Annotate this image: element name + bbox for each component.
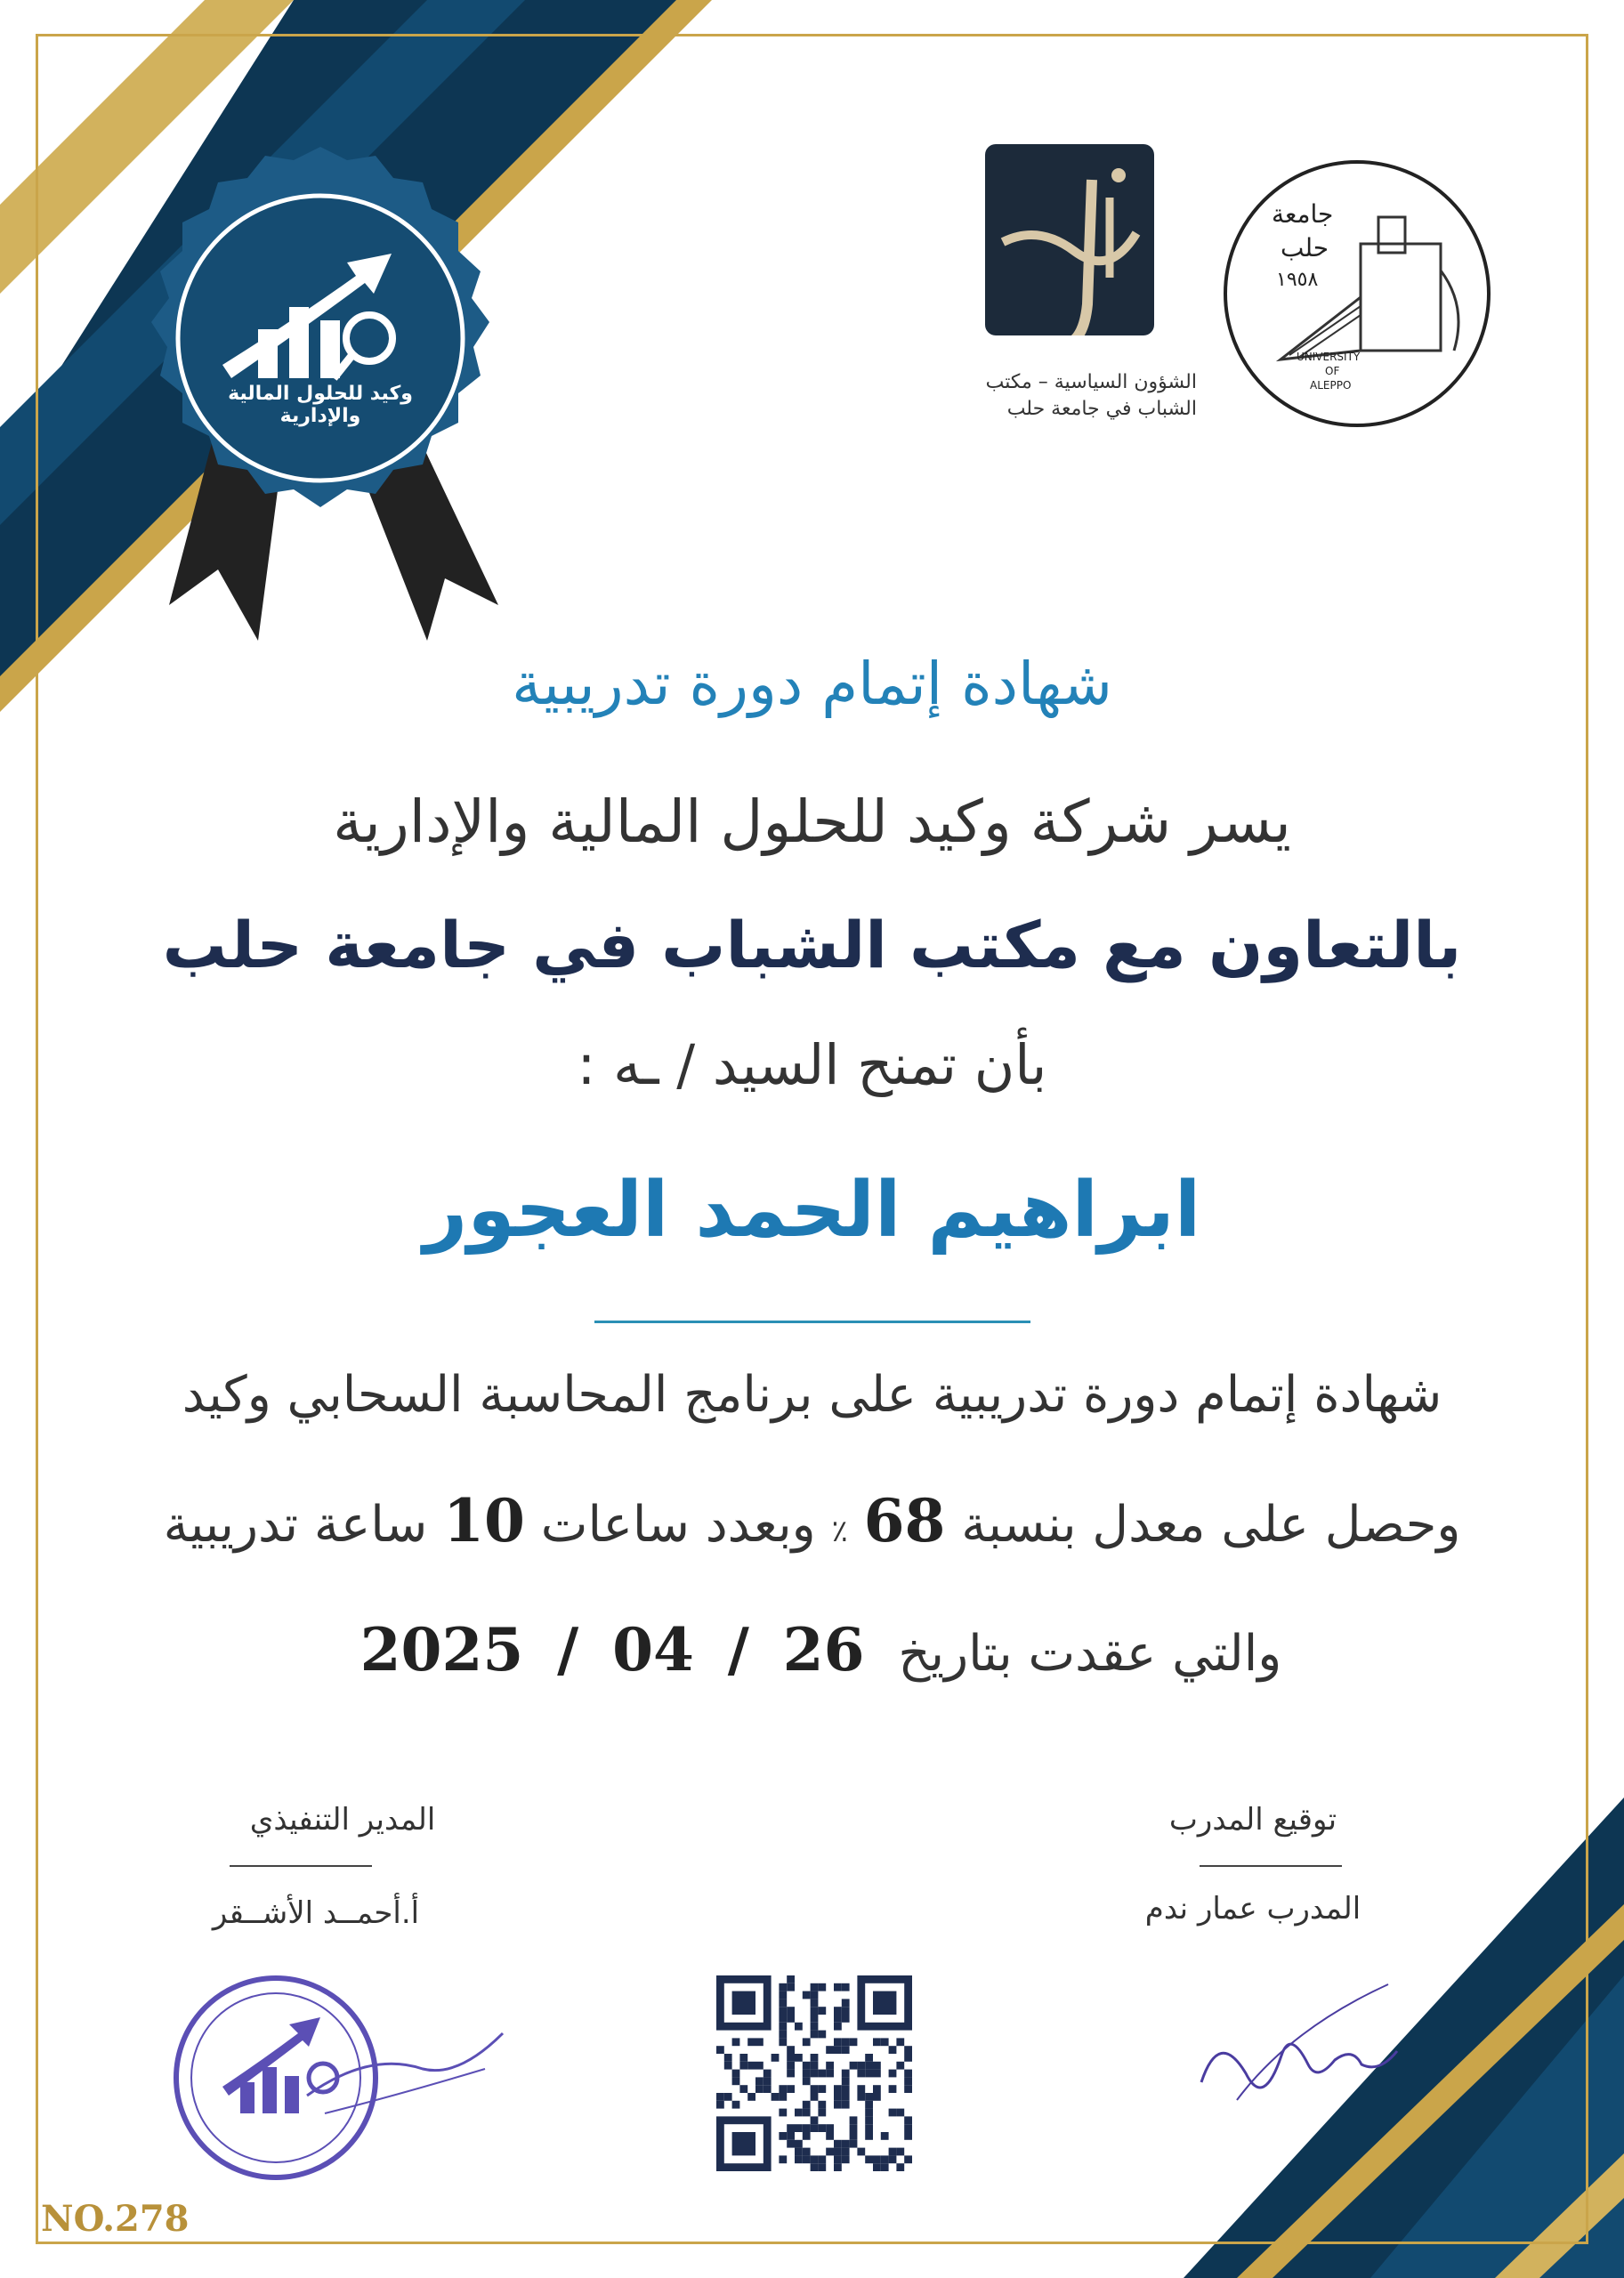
date-line	[0, 1615, 1624, 1684]
youth-office-logo	[985, 144, 1154, 335]
badge-org-text: وكيد للحلول المالية والإدارية	[228, 383, 413, 427]
date-separator-1: /	[727, 1615, 749, 1684]
executive-name: أ.أحمــد الأشــقر	[212, 1895, 420, 1931]
grade-value: 68	[863, 1486, 946, 1555]
executive-signature-title: المدير التنفيذي	[249, 1802, 436, 1838]
grade-unit: ٪	[831, 1514, 848, 1549]
date-year: 2025	[360, 1615, 524, 1684]
university-name-ar-1: جامعة	[1272, 199, 1334, 229]
hours-prefix: وبعدد ساعات	[540, 1496, 816, 1554]
trainer-name: المدرب عمار ندم	[1144, 1891, 1361, 1927]
serial-number: NO.278	[41, 2198, 190, 2240]
executive-signature-line	[230, 1865, 372, 1867]
grade-hours-line	[0, 1486, 1624, 1555]
course-line: شهادة إتمام دورة تدريبية على برنامج المحاسبة السحابي وكيد	[182, 1366, 1442, 1424]
name-underline	[594, 1321, 1030, 1323]
university-seal	[1224, 160, 1491, 427]
citadel-drawing-icon	[1227, 164, 1487, 424]
date-prefix: والتي عقدت بتاريخ	[898, 1625, 1282, 1683]
youth-office-caption-2: الشباب في جامعة حلب	[1006, 398, 1197, 420]
university-name-en-1: UNIVERSITY	[1297, 351, 1361, 363]
university-year: ١٩٥٨	[1276, 269, 1319, 291]
trainer-signature	[1184, 1975, 1415, 2127]
issuer-line: يسر شركة وكيد للحلول المالية والإدارية	[333, 788, 1291, 856]
recipient-name: ابراهيم الحمد العجور	[423, 1166, 1201, 1255]
hours-suffix: ساعة تدريبية	[163, 1496, 428, 1554]
university-name-ar-2: حلب	[1281, 233, 1329, 263]
cooperation-line: بالتعاون مع مكتب الشباب في جامعة حلب	[162, 908, 1462, 982]
university-name-en-3: ALEPPO	[1310, 379, 1352, 392]
qr-code[interactable]	[716, 1975, 912, 2171]
hours-value: 10	[443, 1486, 525, 1555]
org-badge-logo	[116, 133, 525, 543]
date-month: 04	[612, 1615, 694, 1684]
university-name-en-2: OF	[1325, 365, 1340, 377]
calligraphy-mark-icon	[985, 144, 1154, 335]
grade-prefix: وحصل على معدل بنسبة	[961, 1496, 1461, 1554]
trainer-signature-title: توقيع المدرب	[1168, 1802, 1337, 1838]
youth-office-caption-1: الشؤون السياسية – مكتب	[985, 371, 1197, 393]
date-separator-2: /	[557, 1615, 579, 1684]
date-day: 26	[782, 1615, 865, 1684]
certificate-title: شهادة إتمام دورة تدريبية	[512, 650, 1112, 718]
company-stamp	[174, 1962, 521, 2193]
grant-line: بأن تمنح السيد / ـه :	[577, 1032, 1047, 1097]
trainer-signature-line	[1200, 1865, 1342, 1867]
